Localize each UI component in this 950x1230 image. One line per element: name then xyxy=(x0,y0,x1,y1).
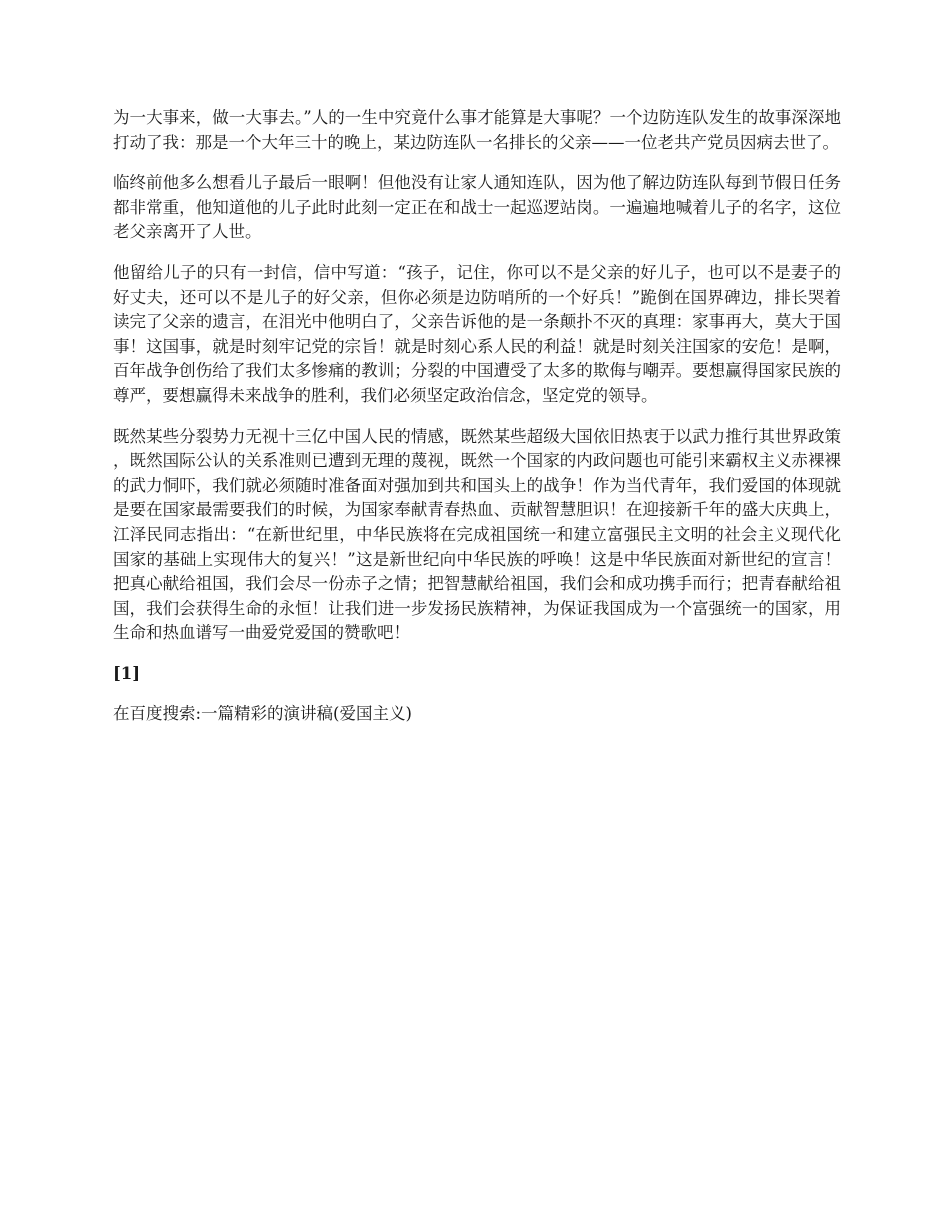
document-page xyxy=(113,106,841,727)
paragraph-3: 他留给儿子的只有一封信，信中写道：“孩子，记住，你可以不是父亲的好儿子，也可以不是妻子的好丈夫，还可以不是儿子的好父亲，但你必须是边防哨所的一个好兵！”跪倒在国界碑边，排长哭着读完了父亲的遗言，在泪光中他明白了，父亲告诉他的是一条颠扑不灭的真理：家事再大，莫大于国事！这国事，就是时刻牢记党的宗旨！就是时刻心系人民的利益！就是时刻关注国家的安危！是啊，百年战争创伤给了我们太多惨痛的教训；分裂的中国遭受了太多的欺侮与嘲弄。要想赢得国家民族的尊严，要想赢得未来战争的胜利，我们必须坚定政治信念，坚定党的领导。 xyxy=(113,262,841,405)
paragraph-4: 既然某些分裂势力无视十三亿中国人民的情感，既然某些超级大国依旧热衷于以武力推行其世界政策，既然国际公认的关系准则已遭到无理的蔑视，既然一个国家的内政问题也可能引来霸权主义赤裸裸的武力恫吓，我们就必须随时准备面对强加到共和国头上的战争！作为当代青年，我们爱国的体现就是要在国家最需要我们的时候，为国家奉献青春热血、贡献智慧胆识！在迎接新千年的盛大庆典上，江泽民同志指出：“在新世纪里，中华民族将在完成祖国统一和建立富强民主文明的社会主义现代化国家的基础上实现伟大的复兴！”这是新世纪向中华民族的呼唤！这是中华民族面对新世纪的宣言！把真心献给祖国，我们会尽一份赤子之情；把智慧献给祖国，我们会和成功携手而行；把青春献给祖国，我们会获得生命的永恒！让我们进一步发扬民族精神，为保证我国成为一个富强统一的国家，用生命和热血谱写一曲爱党爱国的赞歌吧！ xyxy=(113,426,841,643)
paragraph-1: 为一大事来，做一大事去。”人的一生中究竟什么事才能算是大事呢？一个边防连队发生的故事深深地打动了我：那是一个大年三十的晚上，某边防连队一名排长的父亲——一位老共产党员因病去世了。 xyxy=(113,108,841,152)
reference-label: [1] xyxy=(113,663,141,683)
search-source-line: 在百度搜索:一篇精彩的演讲稿(爱国主义) xyxy=(113,704,412,724)
paragraph-2: 临终前他多么想看儿子最后一眼啊！但他没有让家人通知连队，因为他了解边防连队每到节假日任务都非常重，他知道他的儿子此时此刻一定正在和战士一起巡逻站岗。一遍遍地喊着儿子的名字，这位老父亲离开了人世。 xyxy=(113,173,841,242)
